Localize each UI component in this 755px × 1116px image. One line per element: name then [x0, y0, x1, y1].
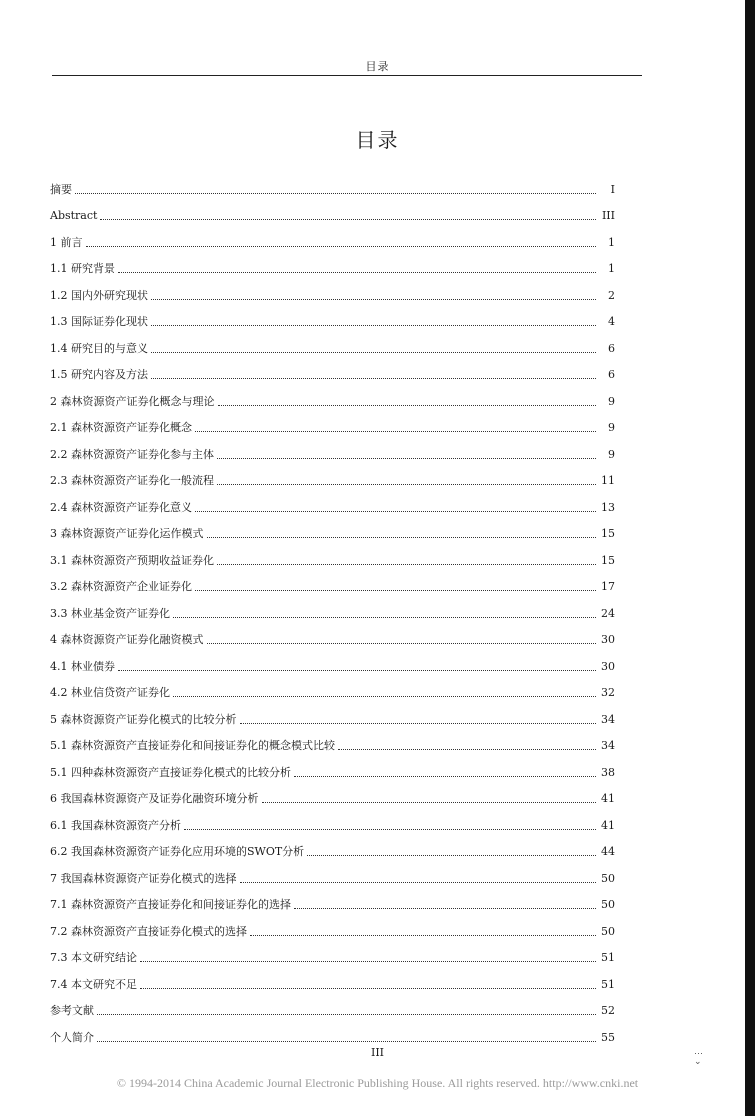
toc-entry-page: 41	[601, 792, 615, 805]
toc-leader-dots	[195, 589, 596, 591]
toc-entry[interactable]	[50, 674, 615, 701]
toc-entry[interactable]	[50, 621, 615, 648]
toc-entry[interactable]	[50, 462, 615, 489]
toc-title: 目录	[355, 128, 400, 152]
toc-leader-dots	[151, 298, 596, 300]
toc-entry-page: 44	[601, 845, 615, 858]
toc-leader-dots	[217, 457, 596, 459]
toc-entry[interactable]	[50, 488, 615, 515]
toc-entry[interactable]	[50, 780, 615, 807]
toc-leader-dots	[173, 616, 596, 618]
toc-entry-label: 1.5 研究内容及方法	[50, 368, 148, 381]
copyright-notice: © 1994-2014 China Academic Journal Electronic Publishing House. All rights reserved. http://www.cnki.net	[116, 1076, 639, 1090]
toc-entry-label: Abstract	[50, 209, 98, 222]
toc-entry-page: 55	[601, 1030, 615, 1044]
toc-entry-label: 参考文献	[50, 1004, 94, 1017]
toc-entry[interactable]	[50, 409, 615, 436]
toc-entry-page: 32	[601, 686, 615, 699]
toc-entry-label: 1.4 研究目的与意义	[50, 341, 148, 355]
toc-entry[interactable]	[50, 250, 615, 277]
toc-entry-label: 7.2 森林资源资产直接证券化模式的选择	[50, 924, 247, 938]
toc-entry[interactable]	[50, 912, 615, 939]
toc-leader-dots	[97, 1040, 596, 1042]
toc-entry-label: 1 前言	[50, 235, 83, 249]
toc-entry-page: 51	[601, 977, 615, 991]
toc-leader-dots	[75, 192, 596, 194]
toc-entry-page: 24	[601, 606, 615, 620]
toc-leader-dots	[140, 987, 596, 989]
toc-entry[interactable]	[50, 939, 615, 966]
running-header: 目录	[365, 60, 390, 73]
toc-leader-dots	[207, 536, 597, 538]
toc-leader-dots	[217, 483, 596, 485]
toc-leader-dots	[240, 722, 597, 724]
toc-leader-dots	[151, 351, 596, 353]
toc-entry-page: 41	[601, 818, 615, 832]
toc-entry-page: 51	[601, 951, 615, 964]
toc-leader-dots	[86, 245, 597, 247]
toc-entry-page: 15	[601, 553, 615, 567]
toc-leader-dots	[140, 960, 596, 962]
toc-entry-page: 30	[601, 659, 615, 673]
toc-entry[interactable]	[50, 727, 615, 754]
toc-entry-label: 2.2 森林资源资产证券化参与主体	[50, 447, 214, 461]
toc-entry-label: 2 森林资源资产证券化概念与理论	[50, 394, 215, 408]
toc-entry-label: 2.3 森林资源资产证券化一般流程	[50, 474, 214, 487]
toc-entry[interactable]	[50, 965, 615, 992]
toc-entry[interactable]	[50, 541, 615, 568]
toc-entry-page: 15	[601, 527, 615, 540]
toc-leader-dots	[184, 828, 596, 830]
toc-entry-page: 50	[601, 871, 615, 885]
page-number: III	[370, 1046, 385, 1059]
toc-entry-page: 50	[601, 924, 615, 938]
toc-entry-page: 1	[608, 235, 615, 249]
toc-entry[interactable]	[50, 700, 615, 727]
toc-entry-label: 2.4 森林资源资产证券化意义	[50, 500, 192, 514]
toc-entry[interactable]	[50, 170, 615, 197]
toc-entry-label: 5 森林资源资产证券化模式的比较分析	[50, 712, 237, 726]
toc-leader-dots	[118, 669, 596, 671]
toc-entry[interactable]	[50, 276, 615, 303]
header-rule	[52, 75, 642, 76]
toc-leader-dots	[195, 430, 596, 432]
toc-entry-page: 2	[608, 288, 615, 302]
toc-entry[interactable]	[50, 435, 615, 462]
toc-leader-dots	[218, 404, 597, 406]
scan-edge-bar	[745, 0, 755, 1116]
toc-entry-page: 9	[608, 394, 615, 408]
toc-entry-label: 3.1 森林资源资产预期收益证券化	[50, 553, 214, 567]
toc-leader-dots	[118, 271, 596, 273]
toc-leader-dots	[307, 854, 596, 856]
toc-entry-page: 30	[601, 633, 615, 646]
toc-entry[interactable]	[50, 886, 615, 913]
toc-entry-label: 6 我国森林资源资产及证券化融资环境分析	[50, 792, 259, 805]
toc-entry-page: 6	[608, 341, 615, 355]
toc-entry-page: 4	[608, 315, 615, 328]
toc-entry[interactable]	[50, 1018, 615, 1045]
toc-entry-page: I	[610, 182, 615, 196]
toc-entry-page: 34	[601, 739, 615, 752]
toc-entry[interactable]	[50, 594, 615, 621]
toc-entry[interactable]	[50, 647, 615, 674]
toc-entry-label: 摘要	[50, 182, 72, 196]
toc-entry-page: 11	[601, 474, 615, 487]
toc-leader-dots	[100, 218, 596, 220]
toc-entry-label: 3.3 林业基金资产证券化	[50, 606, 170, 620]
toc-leader-dots	[338, 748, 596, 750]
toc-entry[interactable]	[50, 859, 615, 886]
toc-entry-label: 5.1 森林资源资产直接证券化和间接证券化的概念模式比较	[50, 739, 335, 752]
toc-entry-label: 6.1 我国森林资源资产分析	[50, 818, 181, 832]
toc-entry[interactable]	[50, 833, 615, 860]
toc-leader-dots	[250, 934, 596, 936]
toc-entry-label: 1.3 国际证券化现状	[50, 315, 148, 328]
toc-leader-dots	[173, 695, 596, 697]
toc-entry-label: 3 森林资源资产证券化运作模式	[50, 527, 204, 540]
scan-margin-mark: ⋯ ⌄	[694, 1049, 703, 1067]
toc-entry[interactable]	[50, 806, 615, 833]
toc-entry-page: 13	[601, 500, 615, 514]
toc-entry-label: 7.4 本文研究不足	[50, 977, 137, 991]
toc-entry-page: 6	[608, 368, 615, 381]
toc-entry-page: 50	[601, 898, 615, 911]
toc-entry-label: 1.1 研究背景	[50, 262, 115, 275]
toc-entry[interactable]	[50, 568, 615, 595]
toc-list	[50, 170, 615, 1045]
toc-entry-label: 2.1 森林资源资产证券化概念	[50, 421, 192, 434]
toc-entry-page: 34	[601, 712, 615, 726]
toc-entry-label: 4.2 林业信贷资产证券化	[50, 686, 170, 699]
toc-leader-dots	[151, 377, 596, 379]
toc-leader-dots	[240, 881, 597, 883]
toc-entry[interactable]	[50, 515, 615, 542]
toc-entry[interactable]	[50, 197, 615, 224]
toc-entry[interactable]	[50, 356, 615, 383]
toc-entry[interactable]	[50, 303, 615, 330]
toc-leader-dots	[207, 642, 597, 644]
toc-leader-dots	[151, 324, 596, 326]
toc-leader-dots	[195, 510, 596, 512]
toc-entry-page: 9	[608, 447, 615, 461]
toc-entry-page: 9	[608, 421, 615, 434]
toc-entry-page: 17	[601, 580, 615, 593]
toc-entry[interactable]	[50, 382, 615, 409]
toc-leader-dots	[97, 1013, 596, 1015]
toc-entry[interactable]	[50, 329, 615, 356]
toc-entry-label: 1.2 国内外研究现状	[50, 288, 148, 302]
toc-entry-page: 52	[601, 1004, 615, 1017]
toc-entry-page: 1	[608, 262, 615, 275]
toc-entry-label: 4.1 林业债券	[50, 659, 115, 673]
toc-entry[interactable]	[50, 753, 615, 780]
toc-entry-label: 4 森林资源资产证券化融资模式	[50, 633, 204, 646]
toc-entry-label: 5.1 四种森林资源资产直接证券化模式的比较分析	[50, 765, 291, 779]
toc-entry-label: 7.3 本文研究结论	[50, 951, 137, 964]
toc-entry-label: 个人简介	[50, 1030, 94, 1044]
toc-leader-dots	[294, 775, 596, 777]
toc-entry-label: 7 我国森林资源资产证券化模式的选择	[50, 871, 237, 885]
toc-entry-label: 3.2 森林资源资产企业证券化	[50, 580, 192, 593]
toc-entry-page: 38	[601, 765, 615, 779]
toc-entry[interactable]	[50, 992, 615, 1019]
toc-entry-page: III	[601, 209, 615, 222]
toc-leader-dots	[294, 907, 596, 909]
toc-entry-label: 7.1 森林资源资产直接证券化和间接证券化的选择	[50, 898, 291, 911]
toc-leader-dots	[262, 801, 597, 803]
toc-leader-dots	[217, 563, 596, 565]
toc-entry[interactable]	[50, 223, 615, 250]
toc-entry-label: 6.2 我国森林资源资产证券化应用环境的SWOT分析	[50, 845, 305, 858]
